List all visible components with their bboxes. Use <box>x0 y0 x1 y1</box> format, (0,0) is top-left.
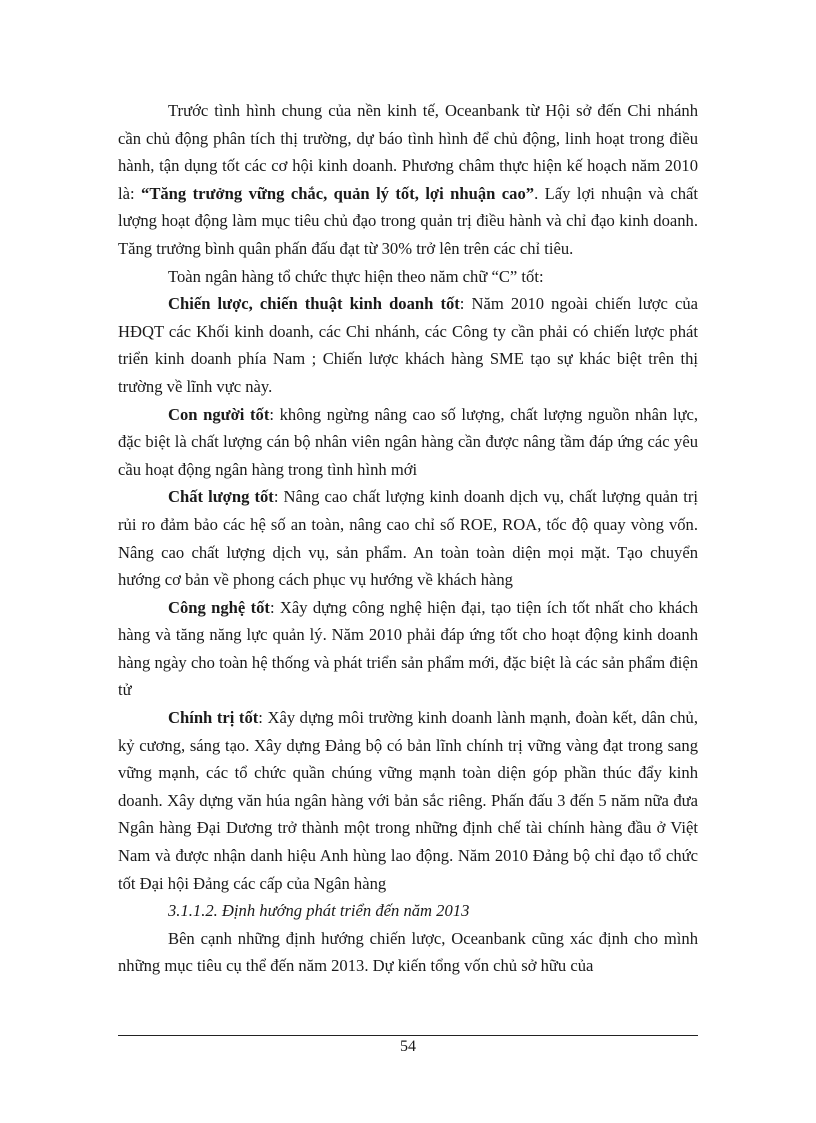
quality-lead: Chất lượng tốt <box>168 487 274 507</box>
strategy-lead: Chiến lược, chiến thuật kinh doanh tốt <box>168 294 460 314</box>
motto-text: “Tăng trưởng vững chắc, quản lý tốt, lợi nhuận cao” <box>141 183 535 203</box>
intro-paragraph: Trước tình hình chung của nền kinh tế, Oceanbank từ Hội sở đến Chi nhánh cần chủ động phân tích thị trường, dự báo tình hình để chủ động, linh hoạt trong điều hành, tận dụng tốt các cơ hội kinh doanh. Phương châm thực hiện kế hoạch năm 2010 là: “Tăng trưởng vững chắc, quản lý tốt, lợi nhuận cao”. Lấy lợi nhuận và chất lượng hoạt động làm mục tiêu chủ đạo trong quản trị điều hành và chỉ đạo kinh doanh. Tăng trưởng bình quân phấn đấu đạt từ 30% trở lên trên các chỉ tiêu. <box>118 101 698 258</box>
strategy-paragraph: Chiến lược, chiến thuật kinh doanh tốt: Năm 2010 ngoài chiến lược của HĐQT các Khối kinh doanh, các Chi nhánh, các Công ty cần phải có chiến lược phát triển kinh doanh phía Nam ; Chiến lược khách hàng SME tạo sự khác biệt trên thị trường về lĩnh vực này. <box>118 294 698 396</box>
technology-paragraph: Công nghệ tốt: Xây dựng công nghệ hiện đại, tạo tiện ích tốt nhất cho khách hàng và tăng năng lực quản lý. Năm 2010 phải đáp ứng tốt cho hoạt động kinh doanh hàng ngày cho toàn hệ thống và phát triển sản phẩm mới, đặc biệt là các sản phẩm điện tử <box>118 597 698 700</box>
politics-paragraph: Chính trị tốt: Xây dựng môi trường kinh doanh lành mạnh, đoàn kết, dân chủ, kỷ cương, sáng tạo. Xây dựng Đảng bộ có bản lĩnh chính trị vững vàng đạt trong sang vững mạnh, các tổ chức quần chúng vững mạnh toàn diện góp phần thúc đẩy kinh doanh. Xây dựng văn húa ngân hàng với bản sắc riêng. Phấn đấu 3 đến 5 năm nữa đưa Ngân hàng Đại Dương trở thành một trong những định chế tài chính hàng đầu ở Việt Nam và được nhận danh hiệu Anh hùng lao động. Năm 2010 Đảng bộ chỉ đạo tổ chức tốt Đại hội Đảng các cấp của Ngân hàng <box>118 708 698 893</box>
quality-paragraph: Chất lượng tốt: Nâng cao chất lượng kinh doanh dịch vụ, chất lượng quản trị rủi ro đảm bảo các hệ số an toàn, nâng cao chỉ số ROE, ROA, tốc độ quay vòng vốn. Nâng cao chất lượng dịch vụ, sản phẩm. An toàn toàn diện mọi mặt. Tạo chuyển hướng cơ bản về phong cách phục vụ hướng về khách hàng <box>118 487 699 590</box>
five-c-intro-paragraph: Toàn ngân hàng tổ chức thực hiện theo năm chữ “C” tốt: <box>168 266 544 286</box>
people-lead: Con người tốt <box>168 404 270 424</box>
people-paragraph: Con người tốt: không ngừng nâng cao số lượng, chất lượng nguồn nhân lực, đặc biệt là chất lượng cán bộ nhân viên ngân hàng cần được nâng tầm đáp ứng các yêu cầu hoạt động ngân hàng trong tình hình mới <box>118 404 698 479</box>
section-heading: 3.1.1.2. Định hướng phát triển đến năm 2013 <box>168 901 470 921</box>
final-paragraph: Bên cạnh những định hướng chiến lược, Oceanbank cũng xác định cho mình những mục tiêu cụ thể đến năm 2013. Dự kiến tổng vốn chủ sở hữu của <box>118 928 698 976</box>
footer-rule <box>118 1035 698 1036</box>
page-number: 54 <box>400 1038 416 1055</box>
politics-lead: Chính trị tốt <box>168 708 259 728</box>
technology-lead: Công nghệ tốt <box>168 597 270 617</box>
document-body <box>118 97 698 980</box>
